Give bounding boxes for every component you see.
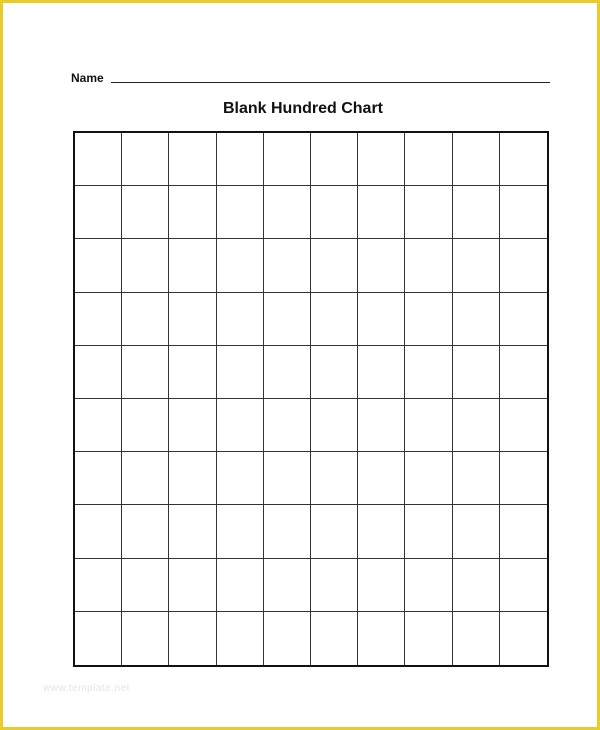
grid-cell [405,559,452,612]
grid-cell [500,559,547,612]
grid-cell [311,346,358,399]
grid-cell [75,186,122,239]
grid-cell [122,452,169,505]
grid-cell [453,505,500,558]
grid-cell [75,346,122,399]
grid-cell [217,505,264,558]
grid-cell [75,559,122,612]
grid-cell [75,612,122,665]
grid-cell [217,186,264,239]
name-line [111,82,550,83]
grid-cell [75,239,122,292]
grid-cell [122,186,169,239]
grid-cell [453,452,500,505]
grid-cell [453,612,500,665]
grid-cell [453,346,500,399]
grid-cell [311,239,358,292]
grid-cell [358,346,405,399]
grid-cell [169,505,216,558]
grid-cell [264,293,311,346]
grid-cell [405,399,452,452]
grid-cell [264,186,311,239]
grid-cell [500,186,547,239]
grid-cell [358,186,405,239]
name-label: Name [71,71,104,85]
grid-cell [311,452,358,505]
grid-cell [169,239,216,292]
grid-cell [264,239,311,292]
grid-cell [217,452,264,505]
grid-cell [500,293,547,346]
grid-cell [217,346,264,399]
grid-cell [405,505,452,558]
hundred-chart-grid [73,131,549,667]
grid-cell [500,346,547,399]
grid-cell [500,612,547,665]
name-row [71,69,550,85]
grid-cell [217,239,264,292]
grid-cell [358,452,405,505]
grid-cell [358,612,405,665]
grid-cell [75,293,122,346]
grid-cell [453,133,500,186]
grid-cell [217,559,264,612]
grid-cell [405,346,452,399]
grid-cell [358,505,405,558]
grid-cell [169,346,216,399]
grid-cell [264,452,311,505]
grid-cell [500,505,547,558]
grid-cell [453,186,500,239]
grid-cell [122,505,169,558]
grid-cell [500,399,547,452]
grid-cell [405,239,452,292]
grid-cell [311,133,358,186]
grid-cell [405,612,452,665]
grid-cell [264,505,311,558]
grid-cell [169,559,216,612]
grid-cell [358,399,405,452]
grid-cell [311,399,358,452]
grid-cell [500,133,547,186]
grid-cell [405,133,452,186]
grid-cell [122,612,169,665]
grid-cell [453,293,500,346]
grid-cell [122,293,169,346]
grid-cell [217,133,264,186]
grid-cell [217,293,264,346]
grid-cell [75,133,122,186]
grid-cell [453,399,500,452]
grid-cell [169,133,216,186]
grid-cell [169,399,216,452]
grid-cell [122,133,169,186]
grid-cell [217,612,264,665]
grid-cell [311,186,358,239]
grid-cell [264,559,311,612]
grid-cell [453,559,500,612]
grid-cell [169,186,216,239]
grid-cell [311,559,358,612]
grid-cell [358,133,405,186]
grid-cell [75,452,122,505]
grid-cell [358,559,405,612]
grid-cell [169,612,216,665]
grid-cell [405,186,452,239]
grid-cell [169,293,216,346]
grid-cell [405,452,452,505]
grid-cell [500,452,547,505]
grid-cell [358,239,405,292]
watermark: www.template.net [43,683,130,694]
grid-cell [264,612,311,665]
grid-cell [122,239,169,292]
grid-cell [500,239,547,292]
grid-cell [453,239,500,292]
grid-cell [169,452,216,505]
grid-cell [311,612,358,665]
grid-cell [358,293,405,346]
grid-cell [75,505,122,558]
grid-cell [264,399,311,452]
grid-cell [122,399,169,452]
page-title: Blank Hundred Chart [222,100,383,117]
grid-cell [217,399,264,452]
grid-cell [405,293,452,346]
grid-cell [264,133,311,186]
grid-cell [122,559,169,612]
grid-cell [311,293,358,346]
grid-cell [311,505,358,558]
grid-cell [75,399,122,452]
grid-cell [264,346,311,399]
grid-cell [122,346,169,399]
